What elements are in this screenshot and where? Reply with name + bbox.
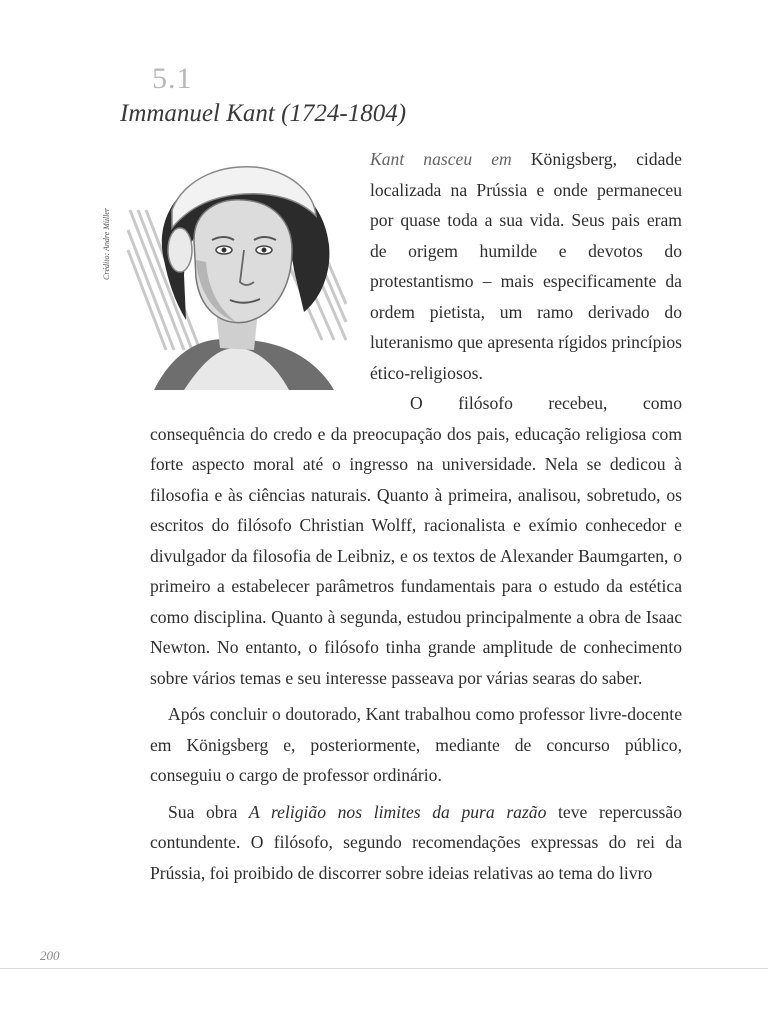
section-number: 5.1 bbox=[152, 62, 193, 95]
book-title: A religião nos limites da pura razão bbox=[248, 801, 547, 822]
footer-divider bbox=[0, 968, 768, 969]
paragraph-2: O filósofo recebeu, como consequência do credo e da preocupação dos pais, educação religiosa com forte aspecto moral até o ingresso na universidade. Nela se dedicou à filosofia e às ciências naturais. Quanto à primeira, analisou, sobretudo, os escritos do filósofo Christian Wolff, racionalista e exímio conhecedor e divulgador da filosofia de Leibniz, e os textos de Alexander Baumgarten, o primeiro a estabelecer parâmetros fundamentais para o estudo da estética como disciplina. Quanto à segunda, estudou principalmente a obra de Isaac Newton. No entanto, o filósofo tinha grande amplitude de conhecimento sobre vários temas e seu interesse passeava por várias searas do saber. bbox=[150, 393, 682, 688]
paragraph-4 bbox=[150, 797, 682, 889]
paragraph-1-lead: Kant nasceu em bbox=[370, 149, 512, 169]
article-body bbox=[150, 144, 682, 888]
paragraph-4-pre: Sua obra bbox=[168, 801, 249, 822]
paragraph-4-post: teve repercussão contundente. O filósofo, segundo recomendações expressas do rei da Prússia, foi proibido de discorrer sobre ideias relativas ao tema do livro bbox=[150, 801, 682, 883]
paragraph-3: Após concluir o doutorado, Kant trabalhou como professor livre-docente em Königsberg e, posteriormente, mediante de concurso público, conseguiu o cargo de professor ordinário. bbox=[150, 704, 682, 785]
paragraph-1-text: Königsberg, cidade localizada na Prússia e onde permaneceu por quase toda a sua vida. Seus pais eram de origem humilde e devotos do protestantismo – mais especificamente da ordem pietista, um ramo derivado do luteranismo que apresenta rígidos princípios ético-religiosos. bbox=[370, 149, 682, 383]
figure-wrap-spacer bbox=[150, 144, 370, 390]
image-credit: Crédito: Andre Müller bbox=[102, 208, 111, 280]
page-number: 200 bbox=[40, 948, 60, 963]
section-title: Immanuel Kant (1724-1804) bbox=[120, 100, 407, 127]
